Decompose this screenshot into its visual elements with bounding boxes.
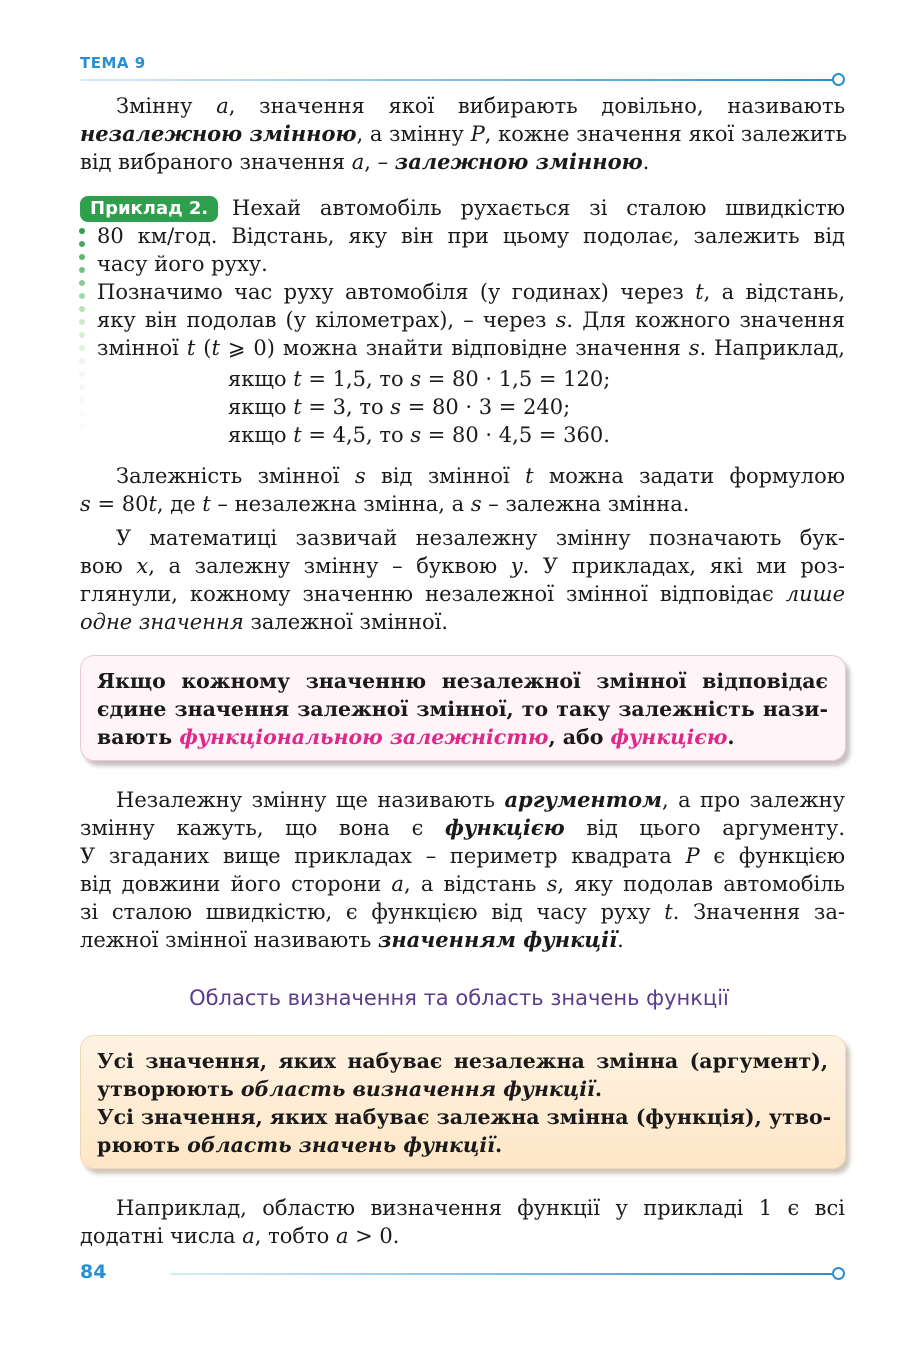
argument-paragraph: [80, 786, 845, 954]
margin-dot: [79, 358, 85, 364]
text-line: Змінну a, значення якої вибирають довільно, називають: [116, 94, 845, 118]
margin-dot: [79, 280, 85, 286]
margin-dot: [79, 397, 85, 403]
text-line: s = 80t, де t – незалежна змінна, а s – залежна змінна.: [80, 492, 690, 516]
text-line: додатні числа a, тобто a > 0.: [80, 1224, 400, 1248]
term-function: функцією: [610, 725, 728, 749]
margin-dot: [79, 254, 85, 260]
text-line: від довжини його сторони a, а відстань s, яку подолав автомобіль: [80, 872, 845, 896]
text-line: 80 км/год. Відстань, яку він при цьому подолає, залежить від: [97, 224, 845, 248]
text-line: яку він подолав (у кілометрах), – через s. Для кожного значення: [97, 308, 845, 332]
margin-dot: [79, 241, 85, 247]
text-line: Наприклад, областю визначення функції у прикладі 1 є всі: [116, 1196, 845, 1220]
text-line: Усі значення, яких набуває незалежна змінна (аргумент),: [97, 1049, 828, 1073]
calc-line: якщо t = 4,5, то s = 80 · 4,5 = 360.: [228, 423, 610, 447]
formula-paragraph: [80, 462, 845, 518]
page-number: 84: [80, 1261, 107, 1283]
margin-dot: [79, 371, 85, 377]
example-first-line: [232, 194, 845, 222]
margin-dot: [79, 332, 85, 338]
footer-rule: [170, 1273, 832, 1275]
text-line: одне значення залежної змінної.: [80, 610, 449, 634]
margin-dot: [79, 293, 85, 299]
text-line: змінної t (t ⩾ 0) можна знайти відповідне значення s. Наприклад,: [97, 336, 845, 360]
text-line: вою x, а залежну змінну – буквою y. У прикладах, які ми роз-: [80, 554, 845, 578]
text-line: зі сталою швидкістю, є функцією від часу руху t. Значення за-: [80, 900, 846, 924]
margin-dot: [79, 423, 85, 429]
text-line: часу його руху.: [97, 252, 268, 276]
example-calculations: [228, 365, 610, 449]
example-paragraph: [97, 222, 845, 362]
text-line: Якщо кожному значенню незалежної змінної відповідає: [97, 669, 828, 693]
text-line: від вибраного значення a, – залежною змінною.: [80, 149, 650, 174]
function-definition-box: [80, 655, 846, 761]
header-rule: [80, 79, 832, 81]
text-line: глянули, кожному значенню незалежної змінної відповідає лише: [80, 582, 845, 606]
text-line: У математиці зазвичай незалежну змінну позначають бук-: [116, 526, 845, 550]
domain-example-paragraph: [80, 1194, 845, 1250]
margin-dot: [79, 228, 85, 234]
text-line: єдине значення залежної змінної, то таку залежність нази-: [97, 697, 828, 721]
calc-line: якщо t = 1,5, то s = 80 · 1,5 = 120;: [228, 367, 611, 391]
footer-rule-end-circle: [832, 1267, 845, 1280]
margin-dot: [79, 410, 85, 416]
text-line: лежної змінної називають значенням функції.: [80, 927, 624, 952]
text-line: вають функціональною залежністю, або функцією.: [97, 725, 735, 749]
margin-dot: [79, 384, 85, 390]
example-badge: Приклад 2.: [80, 196, 218, 222]
margin-dot: [79, 267, 85, 273]
margin-dot: [79, 345, 85, 351]
text-line: незалежною змінною, а змінну P, кожне значення якої залежить: [80, 121, 847, 146]
topic-label: ТЕМА 9: [80, 54, 146, 72]
text-line: Незалежну змінну ще називають аргументом, а про залежну: [116, 787, 845, 812]
text-line: утворюють область визначення функції.: [97, 1077, 602, 1101]
text-line: Позначимо час руху автомобіля (у годинах) через t, а відстань,: [97, 280, 845, 304]
text-line: Залежність змінної s від змінної t можна задати формулою: [116, 464, 845, 488]
domain-range-definition-box: [80, 1035, 846, 1169]
margin-dot: [79, 319, 85, 325]
term-functional-dependence: функціональною залежністю: [179, 725, 549, 749]
intro-paragraph: [80, 92, 845, 176]
example-dotted-margin: [79, 228, 85, 436]
text-line: У згаданих вище прикладах – периметр квадрата P є функцією: [80, 844, 845, 868]
notation-paragraph: [80, 524, 845, 636]
text-line: Усі значення, яких набуває залежна змінна (функція), утво-: [97, 1105, 832, 1129]
text-line: рюють область значень функції.: [97, 1133, 503, 1157]
text-line: змінну кажуть, що вона є функцією від цього аргументу.: [80, 815, 845, 840]
calc-line: якщо t = 3, то s = 80 · 3 = 240;: [228, 395, 571, 419]
section-heading: Область визначення та область значень функції: [189, 986, 729, 1010]
text-line: Нехай автомобіль рухається зі сталою швидкістю: [232, 196, 845, 220]
margin-dot: [79, 306, 85, 312]
header-rule-end-circle: [832, 73, 845, 86]
